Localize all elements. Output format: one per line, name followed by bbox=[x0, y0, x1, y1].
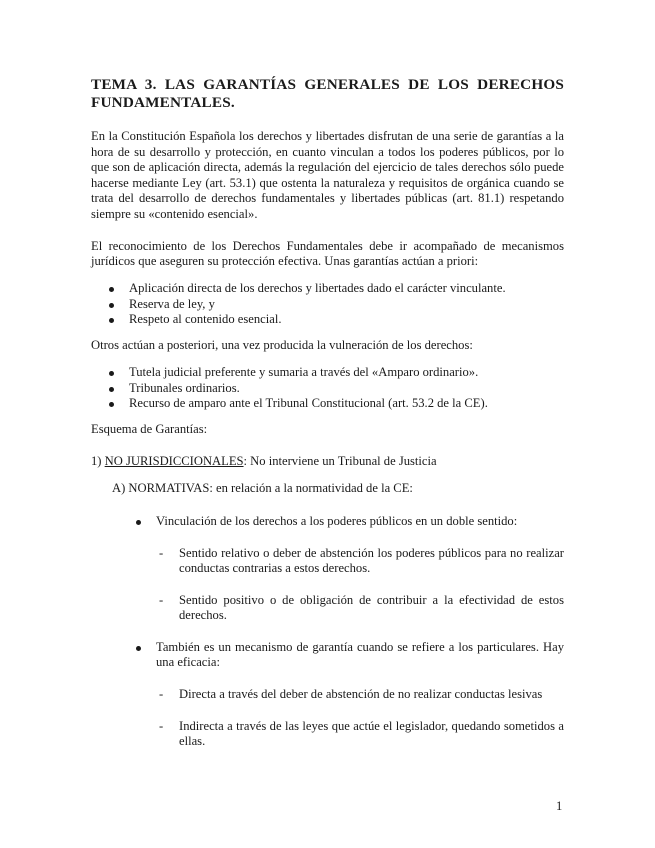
list-item: Tribunales ordinarios. bbox=[91, 381, 564, 397]
dash-item bbox=[91, 687, 564, 703]
list-item: Recurso de amparo ante el Tribunal Constitucional (art. 53.2 de la CE). bbox=[91, 396, 564, 412]
page-content bbox=[91, 76, 564, 750]
section-1-title: NO JURISDICCIONALES bbox=[104, 453, 244, 468]
dash-icon: - bbox=[159, 718, 164, 733]
dash-icon: - bbox=[159, 545, 164, 560]
priori-list bbox=[91, 281, 564, 328]
intro-paragraph: En la Constitución Española los derechos y libertades disfrutan de una serie de garantías a la hora de su desarrollo y protección, en cuanto vinculan a todos los poderes públicos, por lo que son de aplicación directa, además la regulación del ejercicio de tales derechos sólo puede hacerse mediante Ley (art. 53.1) que ostenta la naturaleza y requisitos de orgánica cuando se trata del desarrollo de derechos fundamentales y libertades públicas (art. 81.1) respetando siempre su «contenido esencial». bbox=[91, 129, 564, 221]
document-title: TEMA 3. LAS GARANTÍAS GENERALES DE LOS DERECHOS FUNDAMENTALES. bbox=[91, 76, 564, 111]
bullet-text: También es un mecanismo de garantía cuando se refiere a los particulares. Hay una eficacia: bbox=[156, 639, 564, 670]
bullet-vinculacion bbox=[91, 514, 564, 530]
list-item: Reserva de ley, y bbox=[91, 297, 564, 313]
section-1-number: 1) bbox=[91, 453, 105, 468]
bullet-dot-icon bbox=[136, 646, 141, 651]
section-1-heading bbox=[91, 454, 564, 470]
dash-item-text: Sentido relativo o deber de abstención los poderes públicos para no realizar conductas contrarias a estos derechos. bbox=[179, 545, 564, 576]
dash-item bbox=[91, 719, 564, 750]
priori-paragraph: El reconocimiento de los Derechos Fundamentales debe ir acompañado de mecanismos jurídicos que aseguren su protección efectiva. Unas garantías actúan a priori: bbox=[91, 238, 564, 269]
posteriori-paragraph: Otros actúan a posteriori, una vez producida la vulneración de los derechos: bbox=[91, 338, 473, 353]
esquema-label: Esquema de Garantías: bbox=[91, 422, 208, 437]
dash-item-text: Directa a través del deber de abstención de no realizar conductas lesivas bbox=[179, 687, 543, 702]
bullet-particulares bbox=[91, 640, 564, 671]
dash-item bbox=[91, 593, 564, 624]
list-item: Tutela judicial preferente y sumaria a través del «Amparo ordinario». bbox=[91, 365, 564, 381]
dash-icon: - bbox=[159, 687, 164, 702]
dash-icon: - bbox=[159, 592, 164, 607]
list-item: Aplicación directa de los derechos y libertades dado el carácter vinculante. bbox=[91, 281, 564, 297]
dash-item-text: Indirecta a través de las leyes que actúe el legislador, quedando sometidos a ellas. bbox=[179, 718, 564, 749]
posteriori-list bbox=[91, 365, 564, 412]
page-number: 1 bbox=[556, 799, 563, 813]
bullet-text: Vinculación de los derechos a los poderes públicos en un doble sentido: bbox=[156, 513, 518, 528]
section-1-description: : No interviene un Tribunal de Justicia bbox=[243, 453, 437, 468]
bullet-dot-icon bbox=[136, 520, 141, 525]
dash-item bbox=[91, 546, 564, 577]
dash-item-text: Sentido positivo o de obligación de contribuir a la efectividad de estos derechos. bbox=[179, 592, 564, 623]
list-item: Respeto al contenido esencial. bbox=[91, 312, 564, 328]
section-a-heading: A) NORMATIVAS: en relación a la normatividad de la CE: bbox=[112, 481, 413, 496]
